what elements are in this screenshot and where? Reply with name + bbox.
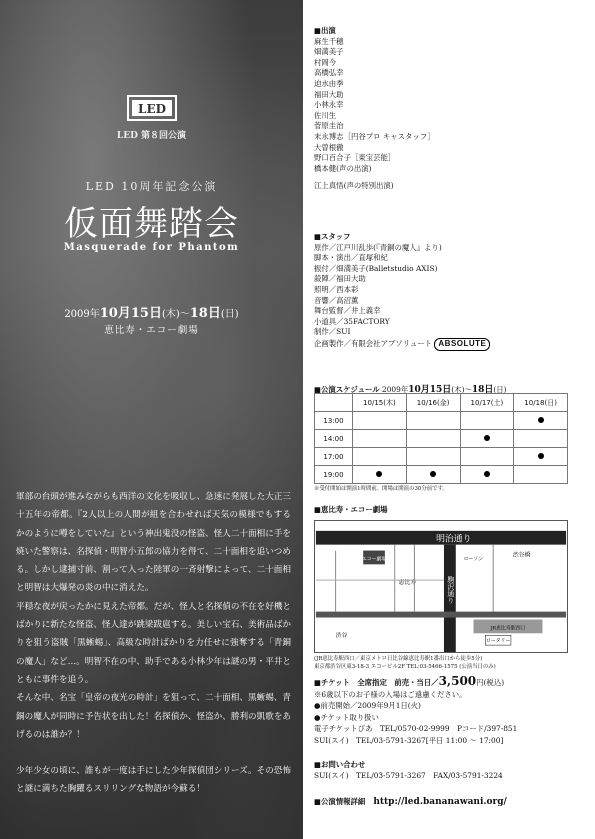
led-logo-icon bbox=[127, 95, 177, 121]
schedule-heading-label: ■公演スケジュール bbox=[314, 385, 380, 394]
staff-heading: ■スタッフ bbox=[314, 232, 351, 241]
map-address: 東京都渋谷区東3-18-3 エコービル2F TEL:03-5466-1575 (公演当日のみ) bbox=[314, 663, 496, 670]
staff-line: 小道具／35FACTORY bbox=[314, 316, 390, 326]
cast-member: 末永博志［円谷プロ キャスタッフ］ bbox=[314, 131, 435, 141]
performance-dot-icon bbox=[538, 417, 544, 423]
title-japanese: 仮面舞踏会 bbox=[64, 204, 239, 244]
date-sep: (木)～ bbox=[161, 309, 190, 320]
cast-member: 福田大助 bbox=[314, 89, 344, 99]
staff-line: 振付／畑満美子(Balletstudio AXIS) bbox=[314, 263, 438, 273]
schedule-day: 10/18(日) bbox=[514, 394, 568, 412]
staff-section bbox=[314, 232, 490, 351]
synopsis-paragraph: 軍部の台頭が進みながらも西洋の文化を吸収し、急速に発展した大正三十五年の帝都。『2人以上の人間が組を合わせれば天気の模様でもするかのように噂をしていた』という神出鬼没の怪盗、怪人二十面相に手を焼いた警察は、名探偵・明智小五郎の協力を得て、二十面相を追いつめる。しかし逮捕寸前、割って入った陸軍の一斉射撃によって、二十面相と明智は大爆発の炎の中に消えた。 bbox=[16, 492, 292, 594]
cast-member: 迫水由季 bbox=[314, 78, 344, 88]
schedule-cell bbox=[514, 430, 568, 448]
cast-member: 菅原圭治 bbox=[314, 121, 344, 131]
map-rotary-label: ロータリー bbox=[485, 638, 511, 645]
cast-section bbox=[314, 26, 435, 192]
map-note bbox=[314, 656, 496, 671]
date-start: 10月15日 bbox=[99, 306, 162, 321]
schedule-corner bbox=[315, 394, 353, 412]
schedule-cell bbox=[406, 466, 460, 484]
venue-map bbox=[314, 520, 568, 653]
synopsis bbox=[16, 488, 291, 799]
staff-line: 音響／高沼薫 bbox=[314, 295, 359, 305]
anniversary-caption: LED 10周年記念公演 bbox=[85, 180, 218, 193]
map-access: (JR恵比寿駅西口／東京メトロ日比谷線恵比寿駅1番出口から徒歩5分) bbox=[314, 656, 483, 662]
schedule-row bbox=[315, 448, 568, 466]
synopsis-paragraph: 平穏な夜が戻ったかに見えた帝都。だが、怪人と名探偵の不在を好機とばかりに新たな怪盗、怪人達が跳梁跋扈する。美しい宝石、美術品ばかりを狙う盗賊「黒蜥蜴」、高級な時計ばかりを力任せに強奪する「青銅の魔人」など…。明智不在の中、助手である小林少年は謎の男・平井とともに事件を追う。 bbox=[16, 601, 292, 685]
cast-member: 江上真悟(声の特別出演) bbox=[314, 181, 394, 191]
schedule-start: 10月15日 bbox=[408, 385, 452, 395]
ticket-release: ●前売開始／2009年9月1日(火) bbox=[314, 701, 421, 710]
schedule-day: 10/16(金) bbox=[406, 394, 460, 412]
cast-member: 村岡今 bbox=[314, 57, 337, 67]
schedule-sep: (木)～ bbox=[451, 385, 472, 394]
cast-member: 畑満美子 bbox=[314, 47, 344, 57]
synopsis-paragraph: そんな中、名宝「皇帝の夜光の時計」を狙って、二十面相、黒蜥蜴、青銅の魔人が同時に予告状を出した！名探偵か、怪盗か、勝利の凱歌をあげるのは誰か？！ bbox=[16, 693, 292, 740]
cast-member: 大曽根徹 bbox=[314, 142, 344, 152]
schedule-time: 19:00 bbox=[315, 466, 353, 484]
synopsis-paragraph: 少年少女の頃に、誰もが一度は手にした少年探偵団シリーズ。その恐怖と謎に満ちた胸躍るスリリングな物語が今蘇る！ bbox=[16, 766, 291, 795]
schedule-cell bbox=[460, 448, 514, 466]
date-end: 18日 bbox=[189, 306, 221, 321]
ticket-price-suffix: 円(税込) bbox=[476, 678, 505, 687]
right-panel bbox=[314, 0, 589, 839]
schedule-note: ※受付開始は開演1時間前、開場は開演の30分前です。 bbox=[314, 486, 448, 492]
cast-member: 野口百合子［東宝芸能］ bbox=[314, 153, 396, 163]
schedule-row bbox=[315, 412, 568, 430]
ticket-section bbox=[314, 676, 517, 746]
schedule-cell bbox=[353, 430, 407, 448]
svg-text:LED: LED bbox=[138, 102, 166, 116]
led-edition: LED 第８回公演 bbox=[116, 131, 187, 141]
schedule-cell bbox=[406, 448, 460, 466]
schedule-row bbox=[315, 430, 568, 448]
info-heading: ■公演情報詳細 bbox=[314, 797, 366, 806]
staff-line: 制作／SUI bbox=[314, 327, 351, 337]
schedule-header-row bbox=[315, 394, 568, 412]
ticket-heading-label: ■チケット 全席指定 前売・当日／ bbox=[314, 678, 439, 687]
schedule-day: 10/17(土) bbox=[460, 394, 514, 412]
cast-member: 小林永幸 bbox=[314, 100, 344, 110]
map-lawson-label: ローソン bbox=[463, 556, 484, 563]
schedule-cell bbox=[514, 466, 568, 484]
cast-heading: ■出演 bbox=[314, 26, 336, 35]
schedule-row bbox=[315, 466, 568, 484]
map-venue-label: エコー劇場 bbox=[361, 556, 387, 563]
schedule-cell bbox=[460, 412, 514, 430]
schedule-cell bbox=[460, 466, 514, 484]
title-english: Masquerade for Phantom bbox=[63, 242, 240, 253]
staff-line: 殺陣／福田大助 bbox=[314, 274, 366, 284]
staff-planning bbox=[314, 338, 490, 351]
planning-text: 企画製作／有限会社アブソリュート bbox=[314, 338, 433, 348]
cast-member: 麻生千穂 bbox=[314, 36, 344, 46]
map-shibuya-label: 渋谷 bbox=[335, 633, 348, 640]
schedule-cell bbox=[353, 448, 407, 466]
cast-member: 佐川生 bbox=[314, 110, 337, 120]
cast-member: 橋本健(声の出演) bbox=[314, 163, 372, 173]
contact-line: SUI(スイ) TEL/03-5791-3267 FAX/03-5791-3224 bbox=[314, 770, 503, 780]
schedule-weekday: (日) bbox=[493, 385, 507, 394]
info-section bbox=[314, 796, 507, 807]
map-shibuyabashi-label: 渋谷橋 bbox=[512, 552, 531, 559]
schedule-cell bbox=[406, 412, 460, 430]
performance-dates bbox=[0, 302, 303, 321]
staff-line: 原作／江戸川乱歩(『青銅の魔人』より) bbox=[314, 242, 442, 252]
staff-line: 舞台監督／井上義幸 bbox=[314, 306, 381, 316]
schedule-time: 17:00 bbox=[315, 448, 353, 466]
schedule-day: 10/15(木) bbox=[353, 394, 407, 412]
schedule-end: 18日 bbox=[471, 385, 494, 395]
map-station-label: JR恵比寿駅西口 bbox=[490, 625, 526, 632]
schedule-cell bbox=[514, 412, 568, 430]
ticket-pia: 電子チケットぴあ TEL/0570-02-9999 Pコード/397-851 bbox=[314, 724, 518, 733]
map-street-label: 明治通り bbox=[436, 534, 472, 545]
date-year: 2009年 bbox=[64, 309, 100, 320]
ticket-sui: SUI(スイ) TEL/03-5791-3267[平日 11:00 ～ 17:00] bbox=[314, 735, 504, 745]
schedule-year: 2009年 bbox=[382, 385, 409, 394]
schedule-time: 13:00 bbox=[315, 412, 353, 430]
performance-dot-icon bbox=[538, 453, 544, 459]
ticket-handling: ●チケット取り扱い bbox=[314, 712, 379, 722]
contact-heading: ■お問い合わせ bbox=[314, 760, 366, 769]
map-heading: ■恵比寿・エコー劇場 bbox=[314, 505, 388, 514]
performance-dot-icon bbox=[484, 471, 490, 477]
map-ebisu-label: 恵比寿 bbox=[398, 580, 417, 587]
staff-line: 脚本・演出／直塚和紀 bbox=[314, 253, 388, 263]
cast-member: 高橋弘幸 bbox=[314, 68, 344, 78]
venue-name: 恵比寿・エコー劇場 bbox=[104, 325, 199, 336]
ticket-price: 3,500 bbox=[438, 674, 477, 688]
schedule-time: 14:00 bbox=[315, 430, 353, 448]
performance-dot-icon bbox=[376, 471, 382, 477]
schedule-cell bbox=[514, 448, 568, 466]
schedule-table bbox=[314, 393, 568, 484]
schedule-cell bbox=[406, 430, 460, 448]
schedule-cell bbox=[353, 466, 407, 484]
ticket-heading bbox=[314, 676, 517, 689]
date-weekday: (日) bbox=[220, 309, 239, 320]
info-url[interactable]: http://led.bananawani.org/ bbox=[373, 797, 507, 807]
ticket-note: ※6歳以下のお子様の入場はご遠慮ください。 bbox=[314, 689, 467, 699]
staff-line: 照明／西本彩 bbox=[314, 284, 359, 294]
map-komazawa-label: 駒沢通り bbox=[445, 576, 454, 604]
schedule-cell bbox=[460, 430, 514, 448]
schedule-cell bbox=[353, 412, 407, 430]
contact-section bbox=[314, 760, 503, 781]
absolute-logo: ABSOLUTE bbox=[434, 338, 490, 351]
performance-dot-icon bbox=[484, 435, 490, 441]
performance-dot-icon bbox=[430, 471, 436, 477]
